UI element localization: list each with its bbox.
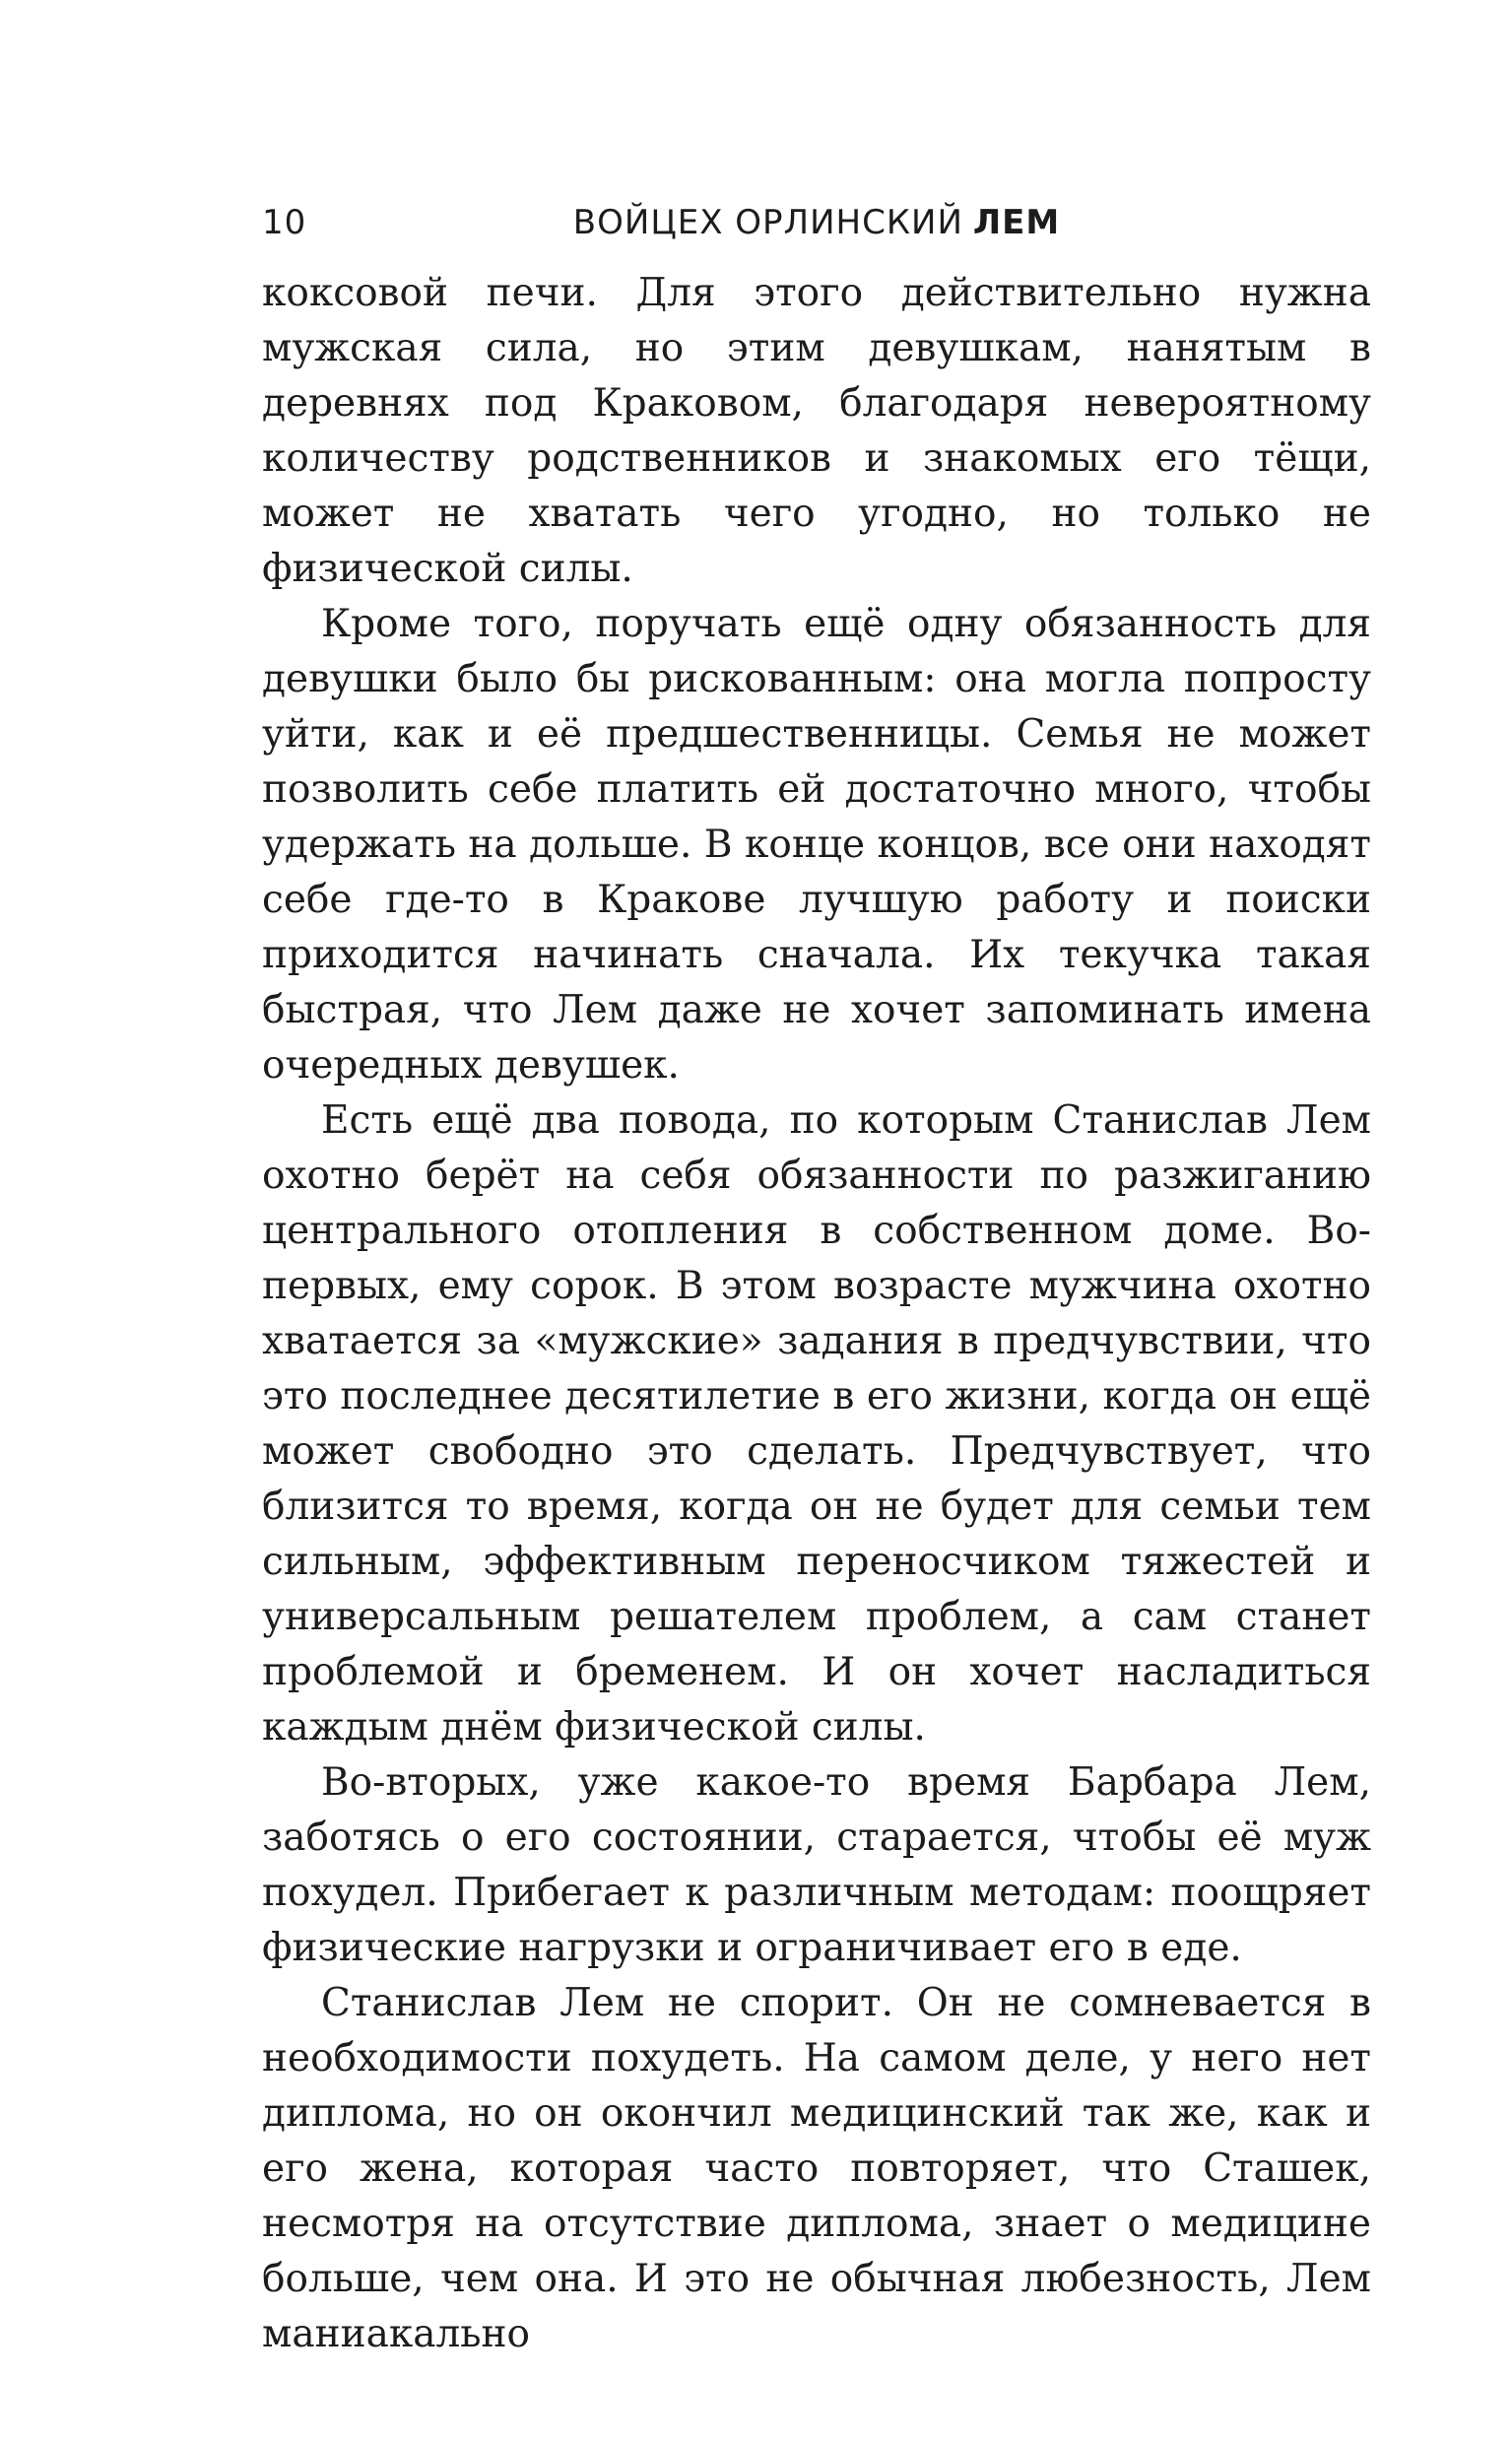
paragraph: Во-вторых, уже какое-то время Барбара Лем, заботясь о его состоянии, старается, чтобы её муж похудел. Прибегает к различным методам: поощряет физические нагрузки и ограничивает его в еде.	[262, 1760, 1371, 1970]
body-text	[262, 266, 1371, 2362]
paragraph: Станислав Лем не спорит. Он не сомневается в необходимости похудеть. На самом деле, у него нет диплома, но он окончил медицинский так же, как и его жена, которая часто повторяет, что Сташек, несмотря на отсутствие диплома, знает о медицине больше, чем она. И это не обычная любезность, Лем маниакально	[262, 1981, 1371, 2356]
paragraph-continued: коксовой печи. Для этого действительно нужна мужская сила, но этим девушкам, нанятым в деревнях под Краковом, благодаря невероятному количеству родственников и знакомых его тёщи, может не хватать чего угодно, но только не физической силы.	[262, 271, 1371, 591]
page-number: 10	[262, 203, 307, 242]
author-name: ВОЙЦЕХ ОРЛИНСКИЙ	[572, 203, 963, 242]
paragraph: Кроме того, поручать ещё одну обязанность для девушки было бы рискованным: она могла попросту уйти, как и её предшественницы. Семья не может позволить себе платить ей достаточно много, чтобы удержать на дольше. В конце концов, все они находят себе где-то в Кракове лучшую работу и поиски приходится начинать сначала. Их текучка такая быстрая, что Лем даже не хочет запоминать имена очередных девушек.	[262, 602, 1371, 1088]
book-subject: ЛЕМ	[972, 203, 1061, 242]
running-header	[262, 193, 1371, 252]
paragraph: Есть ещё два повода, по которым Станислав Лем охотно берёт на себя обязанности по разжиганию центрального отопления в собственном доме. Во-первых, ему сорок. В этом возрасте мужчина охотно хватается за «мужские» задания в предчувствии, что это последнее десятилетие в его жизни, когда он ещё может свободно это сделать. Предчувствует, что близится то время, когда он не будет для семьи тем сильным, эффективным переносчиком тяжестей и универсальным решателем проблем, а сам станет проблемой и бременем. И он хочет насладиться каждым днём физической силы.	[262, 1098, 1371, 1750]
book-title	[262, 193, 1371, 252]
